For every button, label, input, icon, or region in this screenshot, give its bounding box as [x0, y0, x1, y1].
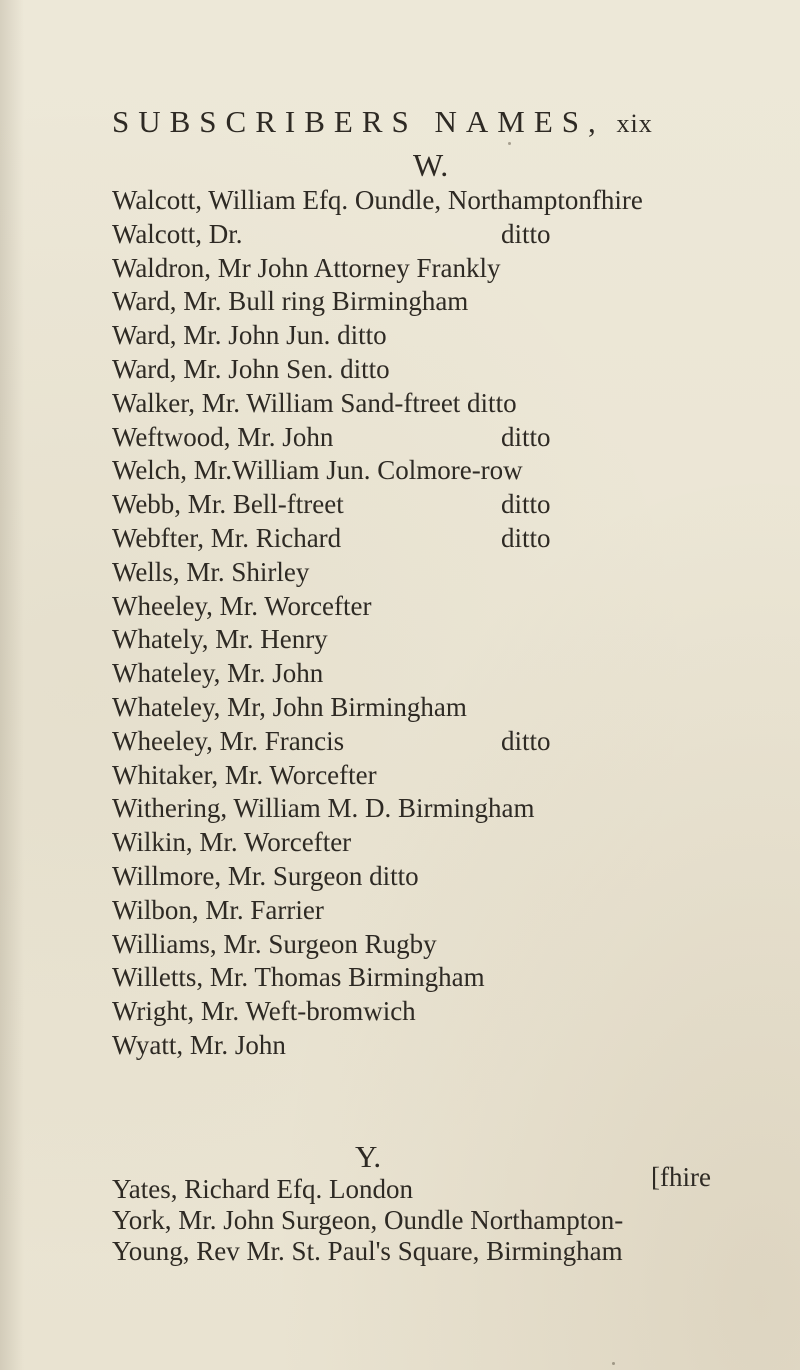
ditto-mark: ditto: [501, 522, 551, 553]
subscriber-entry: [112, 252, 772, 286]
subscriber-entry: [112, 995, 772, 1029]
subscriber-name: Willetts, Mr. Thomas Birmingham: [112, 962, 485, 993]
subscriber-name: Webfter, Mr. Richard: [112, 522, 342, 553]
subscriber-name: Welch, Mr.William Jun. Colmore-row: [112, 455, 523, 486]
ink-speck: [508, 142, 511, 145]
subscriber-name: Waldron, Mr John Attorney Frankly: [112, 252, 501, 283]
subscriber-entry: [112, 184, 772, 218]
subscriber-name: Wheeley, Mr. Francis: [112, 725, 345, 756]
subscriber-entry: [112, 826, 772, 860]
page-header: [112, 102, 712, 142]
subscriber-entry: [112, 522, 772, 556]
subscriber-name: Wells, Mr. Shirley: [112, 556, 310, 587]
ink-speck: [612, 1362, 615, 1365]
subscriber-entry: [112, 860, 772, 894]
subscriber-entry: [112, 894, 772, 928]
subscriber-entry: [112, 623, 772, 657]
subscriber-name: York, Mr. John Surgeon, Oundle Northampton-: [112, 1205, 624, 1235]
subscriber-name: Whately, Mr. Henry: [112, 624, 328, 655]
running-title: SUBSCRIBERS NAMES,: [112, 104, 605, 139]
subscriber-name: Wilkin, Mr. Worcefter: [112, 827, 352, 858]
subscriber-name: Willmore, Mr. Surgeon ditto: [112, 860, 419, 891]
subscriber-name: Whateley, Mr. John: [112, 658, 324, 689]
subscriber-entry: [112, 691, 772, 725]
subscriber-entry: [112, 488, 772, 522]
subscriber-entry: [112, 961, 772, 995]
subscriber-entry: [112, 1162, 772, 1205]
page-number: xix: [616, 109, 653, 138]
subscriber-entry: [112, 387, 772, 421]
subscriber-entry: [112, 319, 772, 353]
subscriber-name: Walcott, Dr.: [112, 218, 243, 249]
subscriber-name: Yates, Richard Efq. London: [112, 1174, 413, 1204]
subscriber-name: Webb, Mr. Bell-ftreet: [112, 489, 344, 520]
subscriber-name: Weftwood, Mr. John: [112, 421, 334, 452]
subscriber-name: Wright, Mr. Weft-bromwich: [112, 996, 416, 1027]
subscriber-entry: [112, 285, 772, 319]
ditto-mark: ditto: [501, 489, 551, 520]
subscriber-name: Withering, William M. D. Birmingham: [112, 793, 535, 824]
subscriber-name: Walcott, William Efq. Oundle, Northamptonfhire: [112, 185, 643, 215]
subscriber-entry: [112, 792, 772, 826]
subscriber-name: Whateley, Mr, John Birmingham: [112, 691, 467, 722]
subscriber-name: Ward, Mr. John Sen. ditto: [112, 353, 390, 384]
ditto-mark: ditto: [501, 421, 551, 452]
subscriber-entry: [112, 454, 772, 488]
subscriber-name: Walker, Mr. William Sand-ftreet ditto: [112, 387, 517, 418]
gutter-shadow: [0, 0, 24, 1370]
subscriber-entry: [112, 928, 772, 962]
section-letter-y: Y.: [355, 1139, 382, 1174]
subscriber-name: Wilbon, Mr. Farrier: [112, 894, 324, 925]
subscriber-entry: [112, 1205, 772, 1236]
subscriber-list-w: [112, 184, 772, 1063]
subscriber-list-y: [112, 1162, 772, 1267]
section-letter-w: W.: [413, 147, 449, 183]
subscriber-name: Williams, Mr. Surgeon Rugby: [112, 928, 437, 959]
subscriber-name: Young, Rev Mr. St. Paul's Square, Birmingham: [112, 1236, 623, 1266]
subscriber-entry: [112, 657, 772, 691]
ditto-mark: ditto: [501, 218, 551, 249]
subscriber-name: Wyatt, Mr. John: [112, 1029, 286, 1060]
subscriber-name: Whitaker, Mr. Worcefter: [112, 759, 377, 790]
subscriber-name: Ward, Mr. Bull ring Birmingham: [112, 286, 469, 317]
subscriber-entry: [112, 590, 772, 624]
subscriber-entry: [112, 556, 772, 590]
subscriber-entry: [112, 725, 772, 759]
subscriber-name: Wheeley, Mr. Worcefter: [112, 590, 372, 621]
subscriber-entry: [112, 1029, 772, 1063]
ditto-mark: ditto: [501, 725, 551, 756]
subscriber-entry: [112, 759, 772, 793]
line-continuation: [fhire: [651, 1162, 711, 1192]
subscriber-name: Ward, Mr. John Jun. ditto: [112, 320, 387, 351]
subscriber-entry: [112, 353, 772, 387]
subscriber-entry: [112, 1236, 772, 1267]
subscriber-entry: [112, 218, 772, 252]
subscriber-entry: [112, 421, 772, 455]
